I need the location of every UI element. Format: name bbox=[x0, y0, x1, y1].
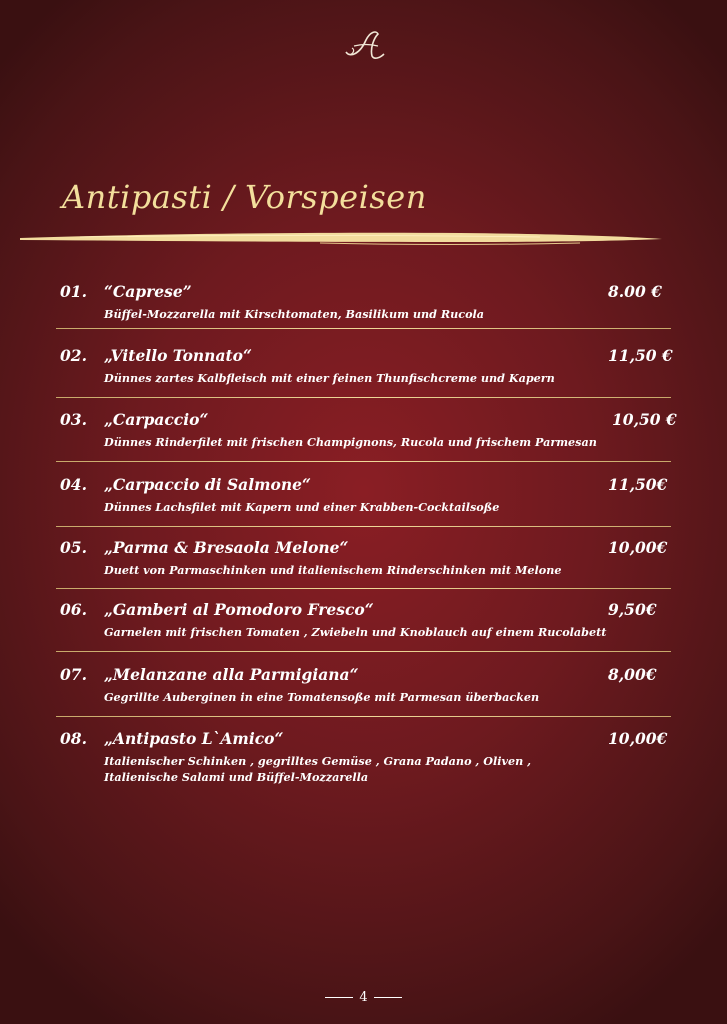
item-name: „Antipasto L`Amico“ bbox=[104, 729, 284, 748]
item-name: “Caprese” bbox=[104, 282, 192, 301]
item-number: 01. bbox=[60, 282, 87, 301]
item-description-line: Garnelen mit frischen Tomaten , Zwiebeln und Knoblauch auf einem Rucolabett bbox=[104, 625, 607, 639]
item-description bbox=[104, 306, 664, 322]
section-title: Antipasti / Vorspeisen bbox=[62, 178, 427, 216]
divider bbox=[56, 716, 671, 717]
item-description-line: Dünnes zartes Kalbfleisch mit einer feinen Thunfischcreme und Kapern bbox=[104, 371, 555, 385]
footer-dash-left bbox=[325, 997, 353, 998]
item-price: 10,00€ bbox=[608, 538, 668, 557]
item-number: 08. bbox=[60, 729, 87, 748]
item-price: 9,50€ bbox=[608, 600, 657, 619]
item-description-line: Gegrillte Auberginen in eine Tomatensoße mit Parmesan überbacken bbox=[104, 690, 540, 704]
item-description bbox=[104, 499, 664, 515]
page-footer bbox=[0, 988, 727, 1008]
item-description bbox=[104, 434, 664, 450]
divider bbox=[56, 588, 671, 589]
item-description bbox=[104, 689, 664, 705]
item-name: „Melanzane alla Parmigiana“ bbox=[104, 665, 359, 684]
item-description-line: Duett von Parmaschinken und italienischem Rinderschinken mit Melone bbox=[104, 563, 562, 577]
item-description bbox=[104, 753, 664, 785]
item-description bbox=[104, 562, 664, 578]
brush-stroke-divider bbox=[20, 228, 662, 248]
item-description-line: Büffel-Mozzarella mit Kirschtomaten, Basilikum und Rucola bbox=[104, 307, 485, 321]
item-name: „Parma & Bresaola Melone“ bbox=[104, 538, 349, 557]
monogram-flourish-icon bbox=[340, 24, 388, 64]
item-price: 8,00€ bbox=[608, 665, 657, 684]
item-number: 05. bbox=[60, 538, 87, 557]
item-number: 07. bbox=[60, 665, 87, 684]
logo-monogram bbox=[340, 24, 388, 64]
item-number: 03. bbox=[60, 410, 87, 429]
page-number: 4 bbox=[359, 990, 368, 1005]
item-name: „Gamberi al Pomodoro Fresco“ bbox=[104, 600, 374, 619]
item-description-line: Italienische Salami und Büffel-Mozzarella bbox=[104, 770, 369, 784]
item-description-line: Dünnes Rinderfilet mit frischen Champignons, Rucola und frischem Parmesan bbox=[104, 435, 597, 449]
item-description bbox=[104, 370, 664, 386]
divider bbox=[56, 328, 671, 329]
item-price: 10,50 € bbox=[612, 410, 677, 429]
divider bbox=[56, 651, 671, 652]
item-number: 02. bbox=[60, 346, 87, 365]
item-number: 04. bbox=[60, 475, 87, 494]
item-price: 8.00 € bbox=[608, 282, 662, 301]
item-name: „Vitello Tonnato“ bbox=[104, 346, 252, 365]
item-number: 06. bbox=[60, 600, 87, 619]
item-price: 11,50€ bbox=[608, 475, 668, 494]
item-price: 10,00€ bbox=[608, 729, 668, 748]
footer-dash-right bbox=[374, 997, 402, 998]
divider bbox=[56, 461, 671, 462]
item-name: „Carpaccio di Salmone“ bbox=[104, 475, 311, 494]
item-description-line: Dünnes Lachsfilet mit Kapern und einer Krabben-Cocktailsoße bbox=[104, 500, 500, 514]
item-description bbox=[104, 624, 664, 640]
divider bbox=[56, 397, 671, 398]
item-name: „Carpaccio“ bbox=[104, 410, 209, 429]
divider bbox=[56, 526, 671, 527]
item-price: 11,50 € bbox=[608, 346, 673, 365]
item-description-line: Italienischer Schinken , gegrilltes Gemüse , Grana Padano , Oliven , bbox=[104, 754, 532, 768]
